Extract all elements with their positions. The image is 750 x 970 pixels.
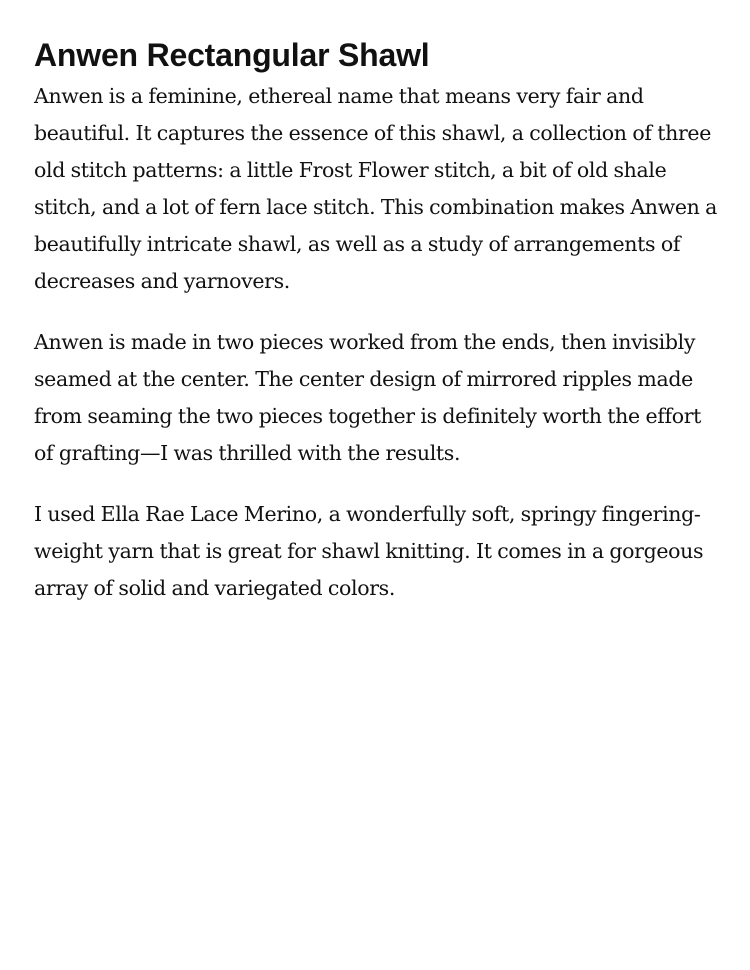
paragraph-construction: Anwen is made in two pieces worked from the ends, then invisibly seamed at the center. The center design of mirrored ripples made from seaming the two pieces together is definitely worth the effort of grafting—I was thrilled with the results. — [34, 330, 702, 465]
paragraph-yarn: I used Ella Rae Lace Merino, a wonderfully soft, springy fingering-weight yarn that is great for shawl knitting. It comes in a gorgeous array of solid and variegated colors. — [34, 502, 704, 600]
page-title: Anwen Rectangular Shawl — [34, 37, 430, 73]
paragraph-intro: Anwen is a feminine, ethereal name that means very fair and beautiful. It captures the essence of this shawl, a collection of three old stitch patterns: a little Frost Flower stitch, a bit of old shale stitch, and a lot of fern lace stitch. This combination makes Anwen a beautifully intricate shawl, as well as a study of arrangements of decreases and yarnovers. — [34, 84, 718, 293]
document-page — [34, 36, 724, 631]
